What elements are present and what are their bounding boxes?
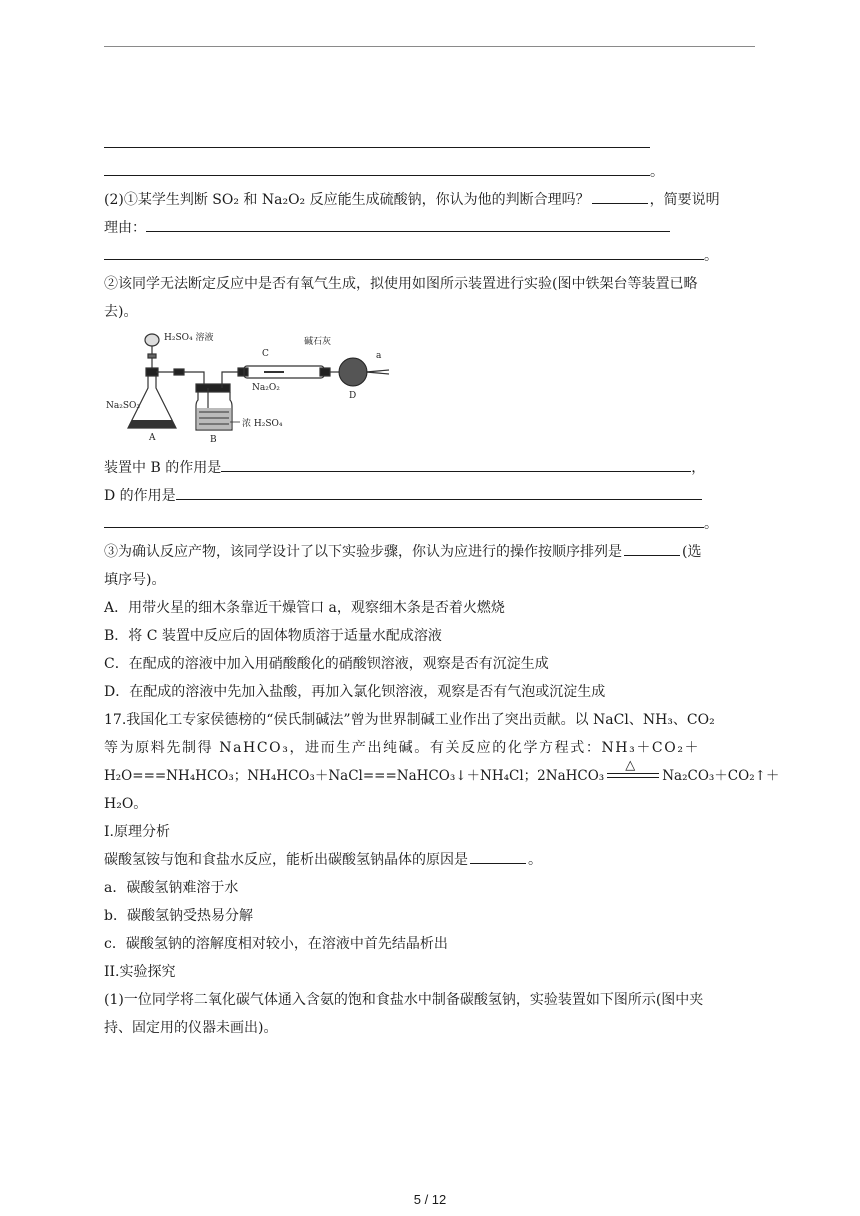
b-role-line (104, 454, 755, 482)
answer-blank[interactable] (104, 161, 650, 176)
d-role-label: D 的作用是 (104, 488, 176, 504)
q16-part3-text2: 填序号)。 (104, 572, 166, 588)
q16-reason-line (104, 214, 755, 242)
label-bottle-b: B (210, 435, 217, 445)
option-d (104, 678, 755, 706)
q16-part3-line1 (104, 538, 755, 566)
label-na2so3: Na₂SO₃ (106, 401, 141, 411)
option-b (104, 622, 755, 650)
answer-blank[interactable] (104, 245, 704, 260)
choice-b-text: b．碳酸氢钠受热易分解 (104, 908, 253, 924)
experiment-text-2: 持、固定用的仪器未画出)。 (104, 1020, 278, 1036)
answer-blank[interactable] (470, 849, 526, 864)
comma: ， (691, 460, 706, 476)
header-rule (104, 46, 755, 47)
option-a (104, 594, 755, 622)
answer-blank[interactable] (104, 513, 704, 528)
section-experiment (104, 958, 755, 986)
option-d-text: D．在配成的溶液中先加入盐酸，再加入氯化钡溶液，观察是否有气泡或沉淀生成 (104, 684, 606, 700)
apparatus-svg (104, 328, 394, 448)
q17-line1 (104, 706, 755, 734)
q16-part2b-text2: 去)。 (104, 304, 138, 320)
principle-question (104, 846, 755, 874)
answer-blank[interactable] (592, 189, 648, 204)
q17-text-2: 等为原料先制得 NaHCO₃，进而生产出纯碱。有关反应的化学方程式：NH₃＋CO₂＋ (104, 740, 701, 756)
apparatus-diagram (104, 328, 394, 448)
choice-a-text: a．碳酸氢钠难溶于水 (104, 880, 239, 896)
choice-b (104, 902, 755, 930)
page-content (104, 130, 780, 1042)
answer-line-1 (104, 130, 755, 158)
label-conc-h2so4: 浓 H₂SO₄ (242, 419, 283, 429)
experiment-text-1: (1)一位同学将二氧化碳气体通入含氨的饱和食盐水中制备碳酸氢钠，实验装置如下图所示(图中夹 (104, 992, 704, 1008)
q17-equation-part2: Na₂CO₃＋CO₂↑＋ (662, 768, 780, 784)
q16-part3-text: ③为确认反应产物，该同学设计了以下实验步骤，你认为应进行的操作按顺序排列是 (104, 544, 622, 560)
q16-part2-tail: ，简要说明 (649, 192, 720, 208)
q17-line4 (104, 790, 755, 818)
section-principle (104, 818, 755, 846)
answer-blank[interactable] (104, 133, 650, 148)
answer-blank[interactable] (146, 217, 670, 232)
label-na2o2: Na₂O₂ (252, 383, 280, 393)
q17-line3 (104, 758, 780, 790)
q17-text-4: H₂O。 (104, 796, 148, 812)
b-role-label: 装置中 B 的作用是 (104, 460, 222, 476)
label-a: a (376, 351, 382, 361)
answer-line-4 (104, 510, 755, 538)
label-soda-lime: 碱石灰 (304, 337, 332, 347)
experiment-line2 (104, 1014, 755, 1042)
q16-part3-line2 (104, 566, 755, 594)
q16-part2b-text: ②该同学无法断定反应中是否有氧气生成，拟使用如图所示装置进行实验(图中铁架台等装置已略 (104, 276, 698, 292)
experiment-line1 (104, 986, 755, 1014)
label-d: D (349, 391, 357, 401)
heat-triangle-icon: △ (625, 758, 636, 773)
q17-text-1: 17.我国化工专家侯德榜的“侯氏制碱法”曾为世界制碱工业作出了突出贡献。以 NaCl、NH₃、CO₂ (104, 712, 715, 728)
choice-c (104, 930, 755, 958)
double-bar (607, 773, 659, 778)
label-h2so4-solution: H₂SO₄ 溶液 (164, 333, 214, 343)
period: 。 (650, 164, 664, 180)
answer-blank[interactable] (624, 541, 680, 556)
period: 。 (704, 248, 718, 264)
q16-part3-end: (选 (682, 544, 702, 560)
option-c (104, 650, 755, 678)
q16-part2-text: (2)①某学生判断 SO₂ 和 Na₂O₂ 反应能生成硫酸钠，你认为他的判断合理吗？ (104, 192, 590, 208)
option-b-text: B．将 C 装置中反应后的固体物质溶于适量水配成溶液 (104, 628, 442, 644)
answer-blank[interactable] (176, 485, 702, 500)
q17-equation-part1: H₂O===NH₄HCO₃；NH₄HCO₃＋NaCl===NaHCO₃↓＋NH₄Cl；2NaHCO₃ (104, 768, 605, 784)
period: 。 (704, 516, 718, 532)
period: 。 (528, 852, 542, 868)
option-a-text: A．用带火星的细木条靠近干燥管口 a，观察细木条是否着火燃烧 (104, 600, 505, 616)
page-number: 5 / 12 (413, 1192, 447, 1207)
answer-line-3 (104, 242, 755, 270)
heat-equals-sign (607, 758, 659, 780)
q16-part2b-line1 (104, 270, 755, 298)
option-c-text: C．在配成的溶液中加入用硝酸酸化的硝酸钡溶液，观察是否有沉淀生成 (104, 656, 549, 672)
label-c: C (262, 349, 269, 359)
principle-question-text: 碳酸氢铵与饱和食盐水反应，能析出碳酸氢钠晶体的原因是 (104, 852, 468, 868)
q16-part2b-line2 (104, 298, 755, 326)
choice-c-text: c．碳酸氢钠的溶解度相对较小，在溶液中首先结晶析出 (104, 936, 448, 952)
d-role-line (104, 482, 755, 510)
reason-label: 理由： (104, 220, 146, 236)
answer-blank[interactable] (221, 457, 691, 472)
section-experiment-title: II.实验探究 (104, 964, 176, 980)
q17-line2 (104, 734, 755, 762)
q16-part2-line (104, 186, 755, 214)
section-principle-title: I.原理分析 (104, 824, 170, 840)
choice-a (104, 874, 755, 902)
answer-line-2 (104, 158, 755, 186)
label-flask-a: A (149, 433, 156, 443)
